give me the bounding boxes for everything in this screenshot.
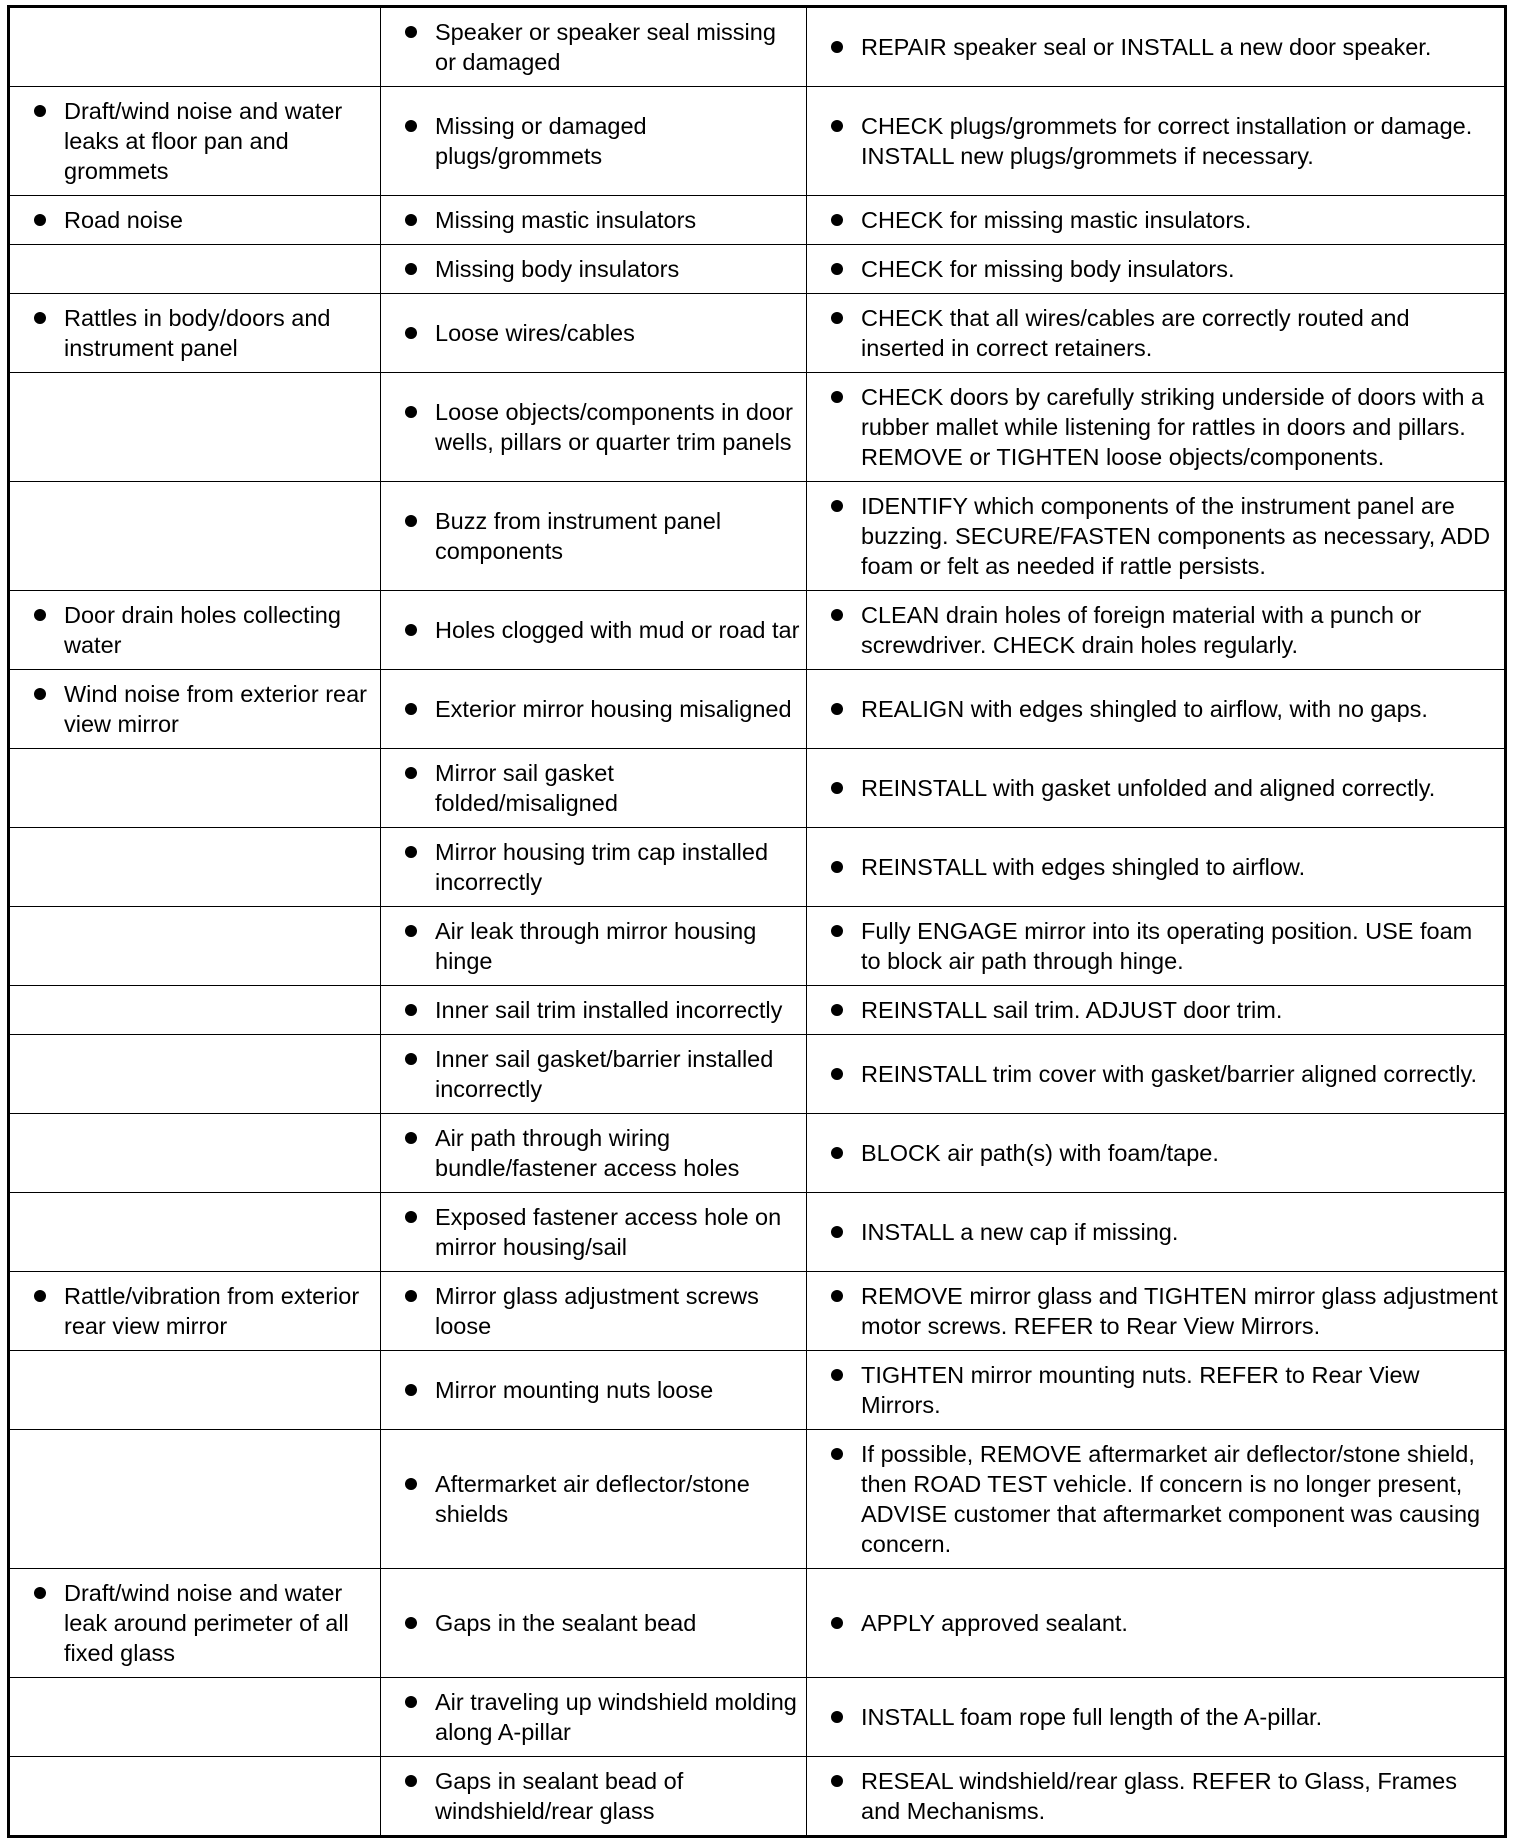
bullet-item (807, 491, 1498, 581)
bullet-icon (34, 1587, 46, 1599)
action-cell (807, 1114, 1506, 1193)
cell-text: Draft/wind noise and water leak around perimeter of all fixed glass (64, 1580, 349, 1666)
bullet-icon (405, 925, 417, 937)
bullet-icon (831, 1004, 843, 1016)
bullet-icon (405, 624, 417, 636)
action-cell (807, 749, 1506, 828)
cell-text: Mirror housing trim cap installed incorrectly (435, 839, 769, 895)
table-row (9, 591, 1506, 670)
cell-text: Mirror sail gasket folded/misaligned (435, 760, 618, 816)
possible-source-cell (381, 482, 807, 591)
possible-source-cell (381, 907, 807, 986)
bullet-icon (34, 214, 46, 226)
action-cell (807, 1193, 1506, 1272)
bullet-item (381, 1608, 800, 1638)
bullet-icon (34, 609, 46, 621)
table-row (9, 1193, 1506, 1272)
action-cell (807, 1351, 1506, 1430)
condition-cell (9, 1351, 381, 1430)
bullet-icon (831, 1617, 843, 1629)
condition-cell (9, 907, 381, 986)
bullet-item (807, 254, 1498, 284)
table-row (9, 1569, 1506, 1678)
table-row (9, 7, 1506, 87)
bullet-item (807, 773, 1498, 803)
cell-text: TIGHTEN mirror mounting nuts. REFER to Rear View Mirrors. (861, 1362, 1420, 1418)
bullet-icon (831, 861, 843, 873)
bullet-item (381, 1687, 800, 1747)
cell-text: REINSTALL sail trim. ADJUST door trim. (861, 997, 1283, 1023)
cell-text: APPLY approved sealant. (861, 1610, 1128, 1636)
condition-cell (9, 749, 381, 828)
cell-text: RESEAL windshield/rear glass. REFER to Glass, Frames and Mechanisms. (861, 1768, 1457, 1824)
bullet-icon (405, 1211, 417, 1223)
bullet-icon (34, 1290, 46, 1302)
possible-source-cell (381, 1430, 807, 1569)
bullet-item (807, 1439, 1498, 1559)
action-cell (807, 828, 1506, 907)
cell-text: REMOVE mirror glass and TIGHTEN mirror glass adjustment motor screws. REFER to Rear View Mirrors. (861, 1283, 1498, 1339)
bullet-item (807, 1059, 1498, 1089)
bullet-item (381, 397, 800, 457)
condition-cell (9, 1114, 381, 1193)
bullet-icon (831, 500, 843, 512)
possible-source-cell (381, 1351, 807, 1430)
bullet-item (381, 758, 800, 818)
condition-cell (9, 7, 381, 87)
bullet-item (381, 1375, 800, 1405)
bullet-icon (831, 391, 843, 403)
possible-source-cell (381, 7, 807, 87)
bullet-item (10, 1578, 374, 1668)
bullet-icon (831, 120, 843, 132)
bullet-item (381, 17, 800, 77)
condition-cell (9, 87, 381, 196)
bullet-icon (831, 925, 843, 937)
cell-text: IDENTIFY which components of the instrument panel are buzzing. SECURE/FASTEN components as necessary, ADD foam or felt as needed if rattle persists. (861, 493, 1491, 579)
bullet-icon (405, 1775, 417, 1787)
bullet-icon (405, 767, 417, 779)
bullet-item (807, 694, 1498, 724)
table-row (9, 1114, 1506, 1193)
bullet-item (10, 1281, 374, 1341)
condition-cell (9, 1430, 381, 1569)
cell-text: Aftermarket air deflector/stone shields (435, 1471, 750, 1527)
possible-source-cell (381, 294, 807, 373)
cell-text: INSTALL a new cap if missing. (861, 1219, 1179, 1245)
action-cell (807, 1035, 1506, 1114)
bullet-icon (405, 703, 417, 715)
bullet-icon (405, 1004, 417, 1016)
cell-text: Loose wires/cables (435, 320, 635, 346)
cell-text: If possible, REMOVE aftermarket air deflector/stone shield, then ROAD TEST vehicle. If concern is no longer present, ADVISE customer that aftermarket component was causing concern. (861, 1441, 1481, 1557)
bullet-item (10, 679, 374, 739)
bullet-item (807, 111, 1498, 171)
cell-text: REALIGN with edges shingled to airflow, with no gaps. (861, 696, 1428, 722)
table-row (9, 1757, 1506, 1837)
bullet-item (807, 303, 1498, 363)
cell-text: Missing or damaged plugs/grommets (435, 113, 647, 169)
bullet-item (807, 1360, 1498, 1420)
bullet-icon (831, 609, 843, 621)
condition-cell (9, 1272, 381, 1351)
bullet-item (381, 1281, 800, 1341)
bullet-item (381, 995, 800, 1025)
cell-text: Door drain holes collecting water (64, 602, 341, 658)
possible-source-cell (381, 828, 807, 907)
action-cell (807, 196, 1506, 245)
bullet-item (807, 1608, 1498, 1638)
cell-text: Buzz from instrument panel components (435, 508, 722, 564)
bullet-icon (405, 26, 417, 38)
bullet-item (807, 1217, 1498, 1247)
possible-source-cell (381, 670, 807, 749)
cell-text: REPAIR speaker seal or INSTALL a new door speaker. (861, 34, 1432, 60)
possible-source-cell (381, 245, 807, 294)
table-row (9, 196, 1506, 245)
condition-cell (9, 670, 381, 749)
bullet-item (381, 694, 800, 724)
bullet-item (807, 1702, 1498, 1732)
cell-text: Air leak through mirror housing hinge (435, 918, 757, 974)
action-cell (807, 1678, 1506, 1757)
cell-text: Mirror mounting nuts loose (435, 1377, 714, 1403)
table-row (9, 828, 1506, 907)
bullet-icon (831, 1711, 843, 1723)
cell-text: Missing body insulators (435, 256, 680, 282)
cell-text: Rattle/vibration from exterior rear view mirror (64, 1283, 360, 1339)
action-cell (807, 373, 1506, 482)
cell-text: Rattles in body/doors and instrument panel (64, 305, 331, 361)
possible-source-cell (381, 1114, 807, 1193)
possible-source-cell (381, 591, 807, 670)
bullet-item (10, 600, 374, 660)
bullet-icon (405, 263, 417, 275)
cell-text: BLOCK air path(s) with foam/tape. (861, 1140, 1219, 1166)
bullet-icon (405, 515, 417, 527)
table-row (9, 1035, 1506, 1114)
action-cell (807, 87, 1506, 196)
table-row (9, 907, 1506, 986)
table-row (9, 482, 1506, 591)
condition-cell (9, 373, 381, 482)
bullet-icon (34, 105, 46, 117)
action-cell (807, 1272, 1506, 1351)
bullet-item (381, 837, 800, 897)
cell-text: REINSTALL trim cover with gasket/barrier aligned correctly. (861, 1061, 1477, 1087)
bullet-icon (405, 1053, 417, 1065)
action-cell (807, 670, 1506, 749)
possible-source-cell (381, 1193, 807, 1272)
action-cell (807, 986, 1506, 1035)
bullet-icon (405, 1132, 417, 1144)
action-cell (807, 7, 1506, 87)
condition-cell (9, 828, 381, 907)
cell-text: Inner sail trim installed incorrectly (435, 997, 783, 1023)
possible-source-cell (381, 1569, 807, 1678)
possible-source-cell (381, 1678, 807, 1757)
condition-cell (9, 1569, 381, 1678)
cell-text: CHECK that all wires/cables are correctly routed and inserted in correct retainers. (861, 305, 1410, 361)
possible-source-cell (381, 749, 807, 828)
bullet-item (381, 1202, 800, 1262)
cell-text: REINSTALL with gasket unfolded and aligned correctly. (861, 775, 1436, 801)
bullet-icon (34, 312, 46, 324)
bullet-item (807, 32, 1498, 62)
cell-text: Gaps in the sealant bead (435, 1610, 697, 1636)
bullet-item (381, 1044, 800, 1104)
bullet-item (381, 1123, 800, 1183)
table-row (9, 87, 1506, 196)
cell-text: Exterior mirror housing misaligned (435, 696, 792, 722)
possible-source-cell (381, 373, 807, 482)
cell-text: Air traveling up windshield molding along A-pillar (435, 1689, 797, 1745)
bullet-icon (405, 1478, 417, 1490)
bullet-icon (34, 688, 46, 700)
cell-text: CLEAN drain holes of foreign material with a punch or screwdriver. CHECK drain holes regularly. (861, 602, 1422, 658)
bullet-item (807, 852, 1498, 882)
cell-text: Gaps in sealant bead of windshield/rear glass (435, 1768, 684, 1824)
cell-text: CHECK plugs/grommets for correct installation or damage. INSTALL new plugs/grommets if necessary. (861, 113, 1473, 169)
bullet-icon (831, 1448, 843, 1460)
condition-cell (9, 1193, 381, 1272)
bullet-icon (831, 1068, 843, 1080)
table-row (9, 1272, 1506, 1351)
bullet-icon (831, 703, 843, 715)
action-cell (807, 591, 1506, 670)
action-cell (807, 1569, 1506, 1678)
bullet-item (807, 1138, 1498, 1168)
bullet-icon (831, 1369, 843, 1381)
cell-text: Holes clogged with mud or road tar (435, 617, 800, 643)
condition-cell (9, 1678, 381, 1757)
action-cell (807, 1757, 1506, 1837)
cell-text: Exposed fastener access hole on mirror housing/sail (435, 1204, 782, 1260)
bullet-icon (831, 782, 843, 794)
bullet-item (807, 1281, 1498, 1341)
cell-text: CHECK for missing body insulators. (861, 256, 1235, 282)
bullet-icon (831, 1290, 843, 1302)
possible-source-cell (381, 986, 807, 1035)
cell-text: Inner sail gasket/barrier installed incorrectly (435, 1046, 774, 1102)
condition-cell (9, 986, 381, 1035)
cell-text: Draft/wind noise and water leaks at floor pan and grommets (64, 98, 343, 184)
bullet-icon (831, 263, 843, 275)
table-row (9, 670, 1506, 749)
bullet-icon (831, 312, 843, 324)
condition-cell (9, 482, 381, 591)
diagnosis-table-body (9, 7, 1506, 1837)
cell-text: Mirror glass adjustment screws loose (435, 1283, 759, 1339)
condition-cell (9, 591, 381, 670)
table-row (9, 749, 1506, 828)
bullet-item (807, 382, 1498, 472)
bullet-item (381, 254, 800, 284)
bullet-item (381, 615, 800, 645)
action-cell (807, 245, 1506, 294)
bullet-icon (831, 41, 843, 53)
table-row (9, 373, 1506, 482)
cell-text: Wind noise from exterior rear view mirror (64, 681, 367, 737)
cell-text: REINSTALL with edges shingled to airflow. (861, 854, 1306, 880)
bullet-icon (831, 1147, 843, 1159)
possible-source-cell (381, 196, 807, 245)
bullet-icon (405, 1384, 417, 1396)
action-cell (807, 482, 1506, 591)
bullet-item (381, 506, 800, 566)
action-cell (807, 294, 1506, 373)
bullet-item (10, 303, 374, 363)
action-cell (807, 1430, 1506, 1569)
condition-cell (9, 245, 381, 294)
table-row (9, 294, 1506, 373)
cell-text: Fully ENGAGE mirror into its operating position. USE foam to block air path through hinge. (861, 918, 1473, 974)
bullet-item (807, 600, 1498, 660)
possible-source-cell (381, 87, 807, 196)
bullet-icon (405, 327, 417, 339)
bullet-icon (405, 846, 417, 858)
bullet-icon (405, 1696, 417, 1708)
bullet-item (381, 1469, 800, 1529)
bullet-item (381, 1766, 800, 1826)
diagnosis-table (7, 5, 1507, 1838)
bullet-item (807, 916, 1498, 976)
bullet-icon (405, 120, 417, 132)
bullet-item (381, 318, 800, 348)
cell-text: CHECK for missing mastic insulators. (861, 207, 1252, 233)
cell-text: CHECK doors by carefully striking underside of doors with a rubber mallet while listening for rattles in doors and pillars. REMOVE or TIGHTEN loose objects/components. (861, 384, 1485, 470)
cell-text: Missing mastic insulators (435, 207, 697, 233)
table-row (9, 1678, 1506, 1757)
bullet-item (10, 205, 374, 235)
bullet-item (381, 205, 800, 235)
cell-text: Air path through wiring bundle/fastener access holes (435, 1125, 740, 1181)
possible-source-cell (381, 1757, 807, 1837)
bullet-item (807, 995, 1498, 1025)
bullet-icon (405, 406, 417, 418)
bullet-icon (831, 1226, 843, 1238)
bullet-icon (831, 1775, 843, 1787)
cell-text: Road noise (64, 207, 183, 233)
bullet-item (381, 916, 800, 976)
bullet-item (807, 205, 1498, 235)
table-row (9, 245, 1506, 294)
condition-cell (9, 1757, 381, 1837)
bullet-icon (405, 1617, 417, 1629)
bullet-icon (405, 1290, 417, 1302)
table-row (9, 986, 1506, 1035)
possible-source-cell (381, 1272, 807, 1351)
cell-text: Loose objects/components in door wells, pillars or quarter trim panels (435, 399, 793, 455)
condition-cell (9, 1035, 381, 1114)
action-cell (807, 907, 1506, 986)
bullet-item (10, 96, 374, 186)
condition-cell (9, 294, 381, 373)
bullet-icon (831, 214, 843, 226)
condition-cell (9, 196, 381, 245)
bullet-item (807, 1766, 1498, 1826)
cell-text: INSTALL foam rope full length of the A-pillar. (861, 1704, 1323, 1730)
bullet-item (381, 111, 800, 171)
bullet-icon (405, 214, 417, 226)
table-row (9, 1351, 1506, 1430)
cell-text: Speaker or speaker seal missing or damaged (435, 19, 776, 75)
possible-source-cell (381, 1035, 807, 1114)
table-row (9, 1430, 1506, 1569)
